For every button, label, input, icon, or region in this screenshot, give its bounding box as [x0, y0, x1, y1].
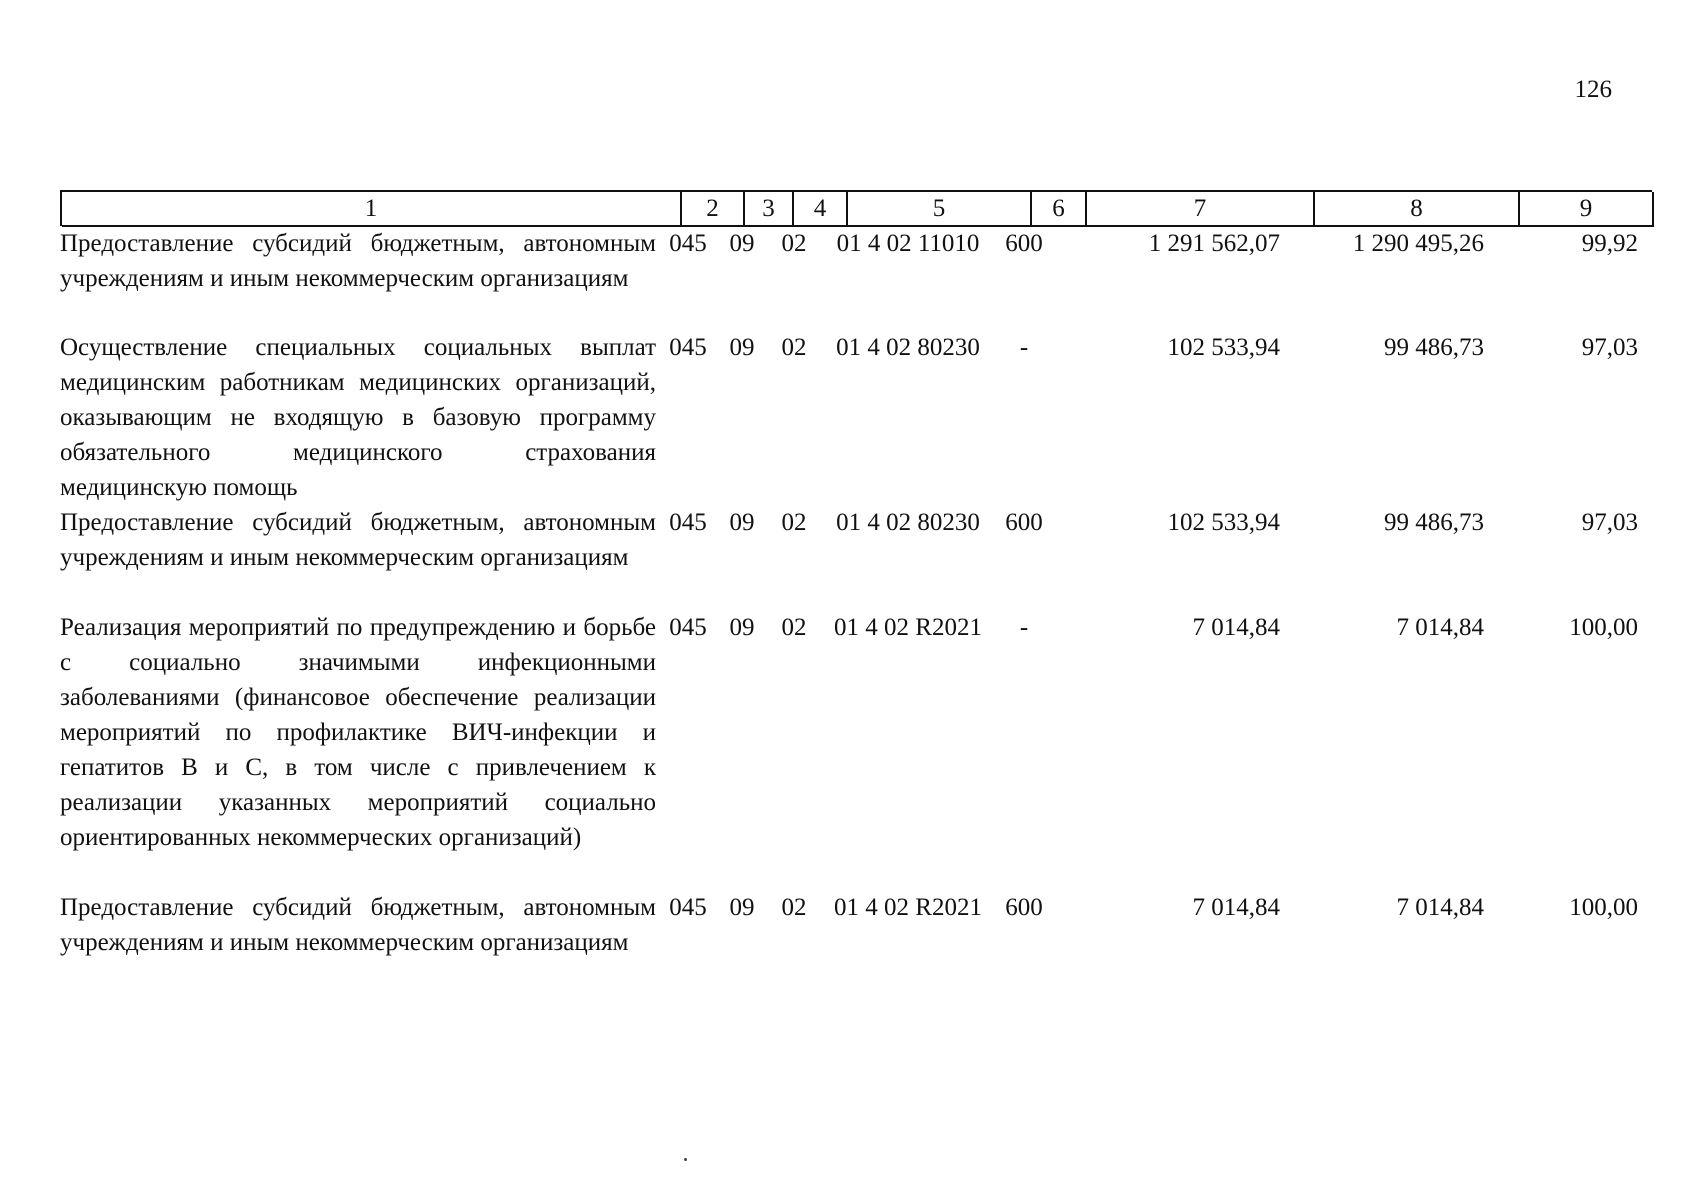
- row-code-subsection: 02: [781, 334, 807, 361]
- header-col-6: 6: [1032, 192, 1087, 227]
- row-actual-amount: 99 486,73: [1384, 334, 1484, 361]
- row-description: Реализация мероприятий по предупреждению и борьбе с социально значимыми инфекционными заболеваниями (финансовое обеспечение реализации мероприятий по профилактике ВИЧ-инфекции и гепатитов В и С, в том числе с привлечением к реализации указанных мероприятий социально ориентированных некоммерческих организаций): [60, 614, 656, 851]
- row-percent: 99,92: [1581, 230, 1638, 257]
- row-code-expense-type: 600: [1005, 230, 1043, 257]
- row-description: Осуществление специальных социальных выплат медицинским работникам медицинских организаций, оказывающим не входящую в базовую программу обязательного медицинского страхования медицинскую помощь: [60, 334, 656, 501]
- header-col-8: 8: [1315, 192, 1520, 227]
- row-actual-amount: 7 014,84: [1396, 894, 1484, 921]
- row-plan-amount: 7 014,84: [1192, 894, 1280, 921]
- row-percent: 100,00: [1569, 894, 1638, 921]
- row-actual-amount: 1 290 495,26: [1352, 230, 1484, 257]
- row-percent: 97,03: [1581, 509, 1638, 536]
- row-code-target: 01 4 02 80230: [836, 334, 980, 361]
- table-body: [60, 226, 1652, 995]
- page-number: 126: [1574, 76, 1612, 103]
- row-code-target: 01 4 02 11010: [836, 230, 980, 257]
- row-code-subsection: 02: [781, 509, 807, 536]
- row-percent: 97,03: [1581, 334, 1638, 361]
- row-code-ministry: 045: [669, 614, 707, 641]
- row-code-ministry: 045: [669, 509, 707, 536]
- header-col-4: 4: [794, 192, 848, 227]
- row-code-subsection: 02: [781, 614, 807, 641]
- row-plan-amount: 1 291 562,07: [1148, 230, 1280, 257]
- row-code-target: 01 4 02 R2021: [834, 614, 982, 641]
- header-col-1: 1: [62, 192, 682, 227]
- row-actual-amount: 99 486,73: [1384, 509, 1484, 536]
- header-col-5: 5: [848, 192, 1032, 227]
- row-code-ministry: 045: [669, 334, 707, 361]
- row-code-section: 09: [729, 334, 755, 361]
- row-plan-amount: 102 533,94: [1167, 509, 1280, 536]
- row-code-expense-type: 600: [1005, 894, 1043, 921]
- row-code-expense-type: -: [1019, 334, 1029, 361]
- row-plan-amount: 102 533,94: [1167, 334, 1280, 361]
- row-actual-amount: 7 014,84: [1396, 614, 1484, 641]
- row-code-subsection: 02: [781, 230, 807, 257]
- header-col-2: 2: [682, 192, 745, 227]
- header-col-9: 9: [1520, 192, 1654, 227]
- table-header: [60, 190, 1652, 226]
- row-description: Предоставление субсидий бюджетным, автономным учреждениям и иным некоммерческим организациям: [60, 894, 656, 956]
- table-row: [60, 505, 1652, 610]
- row-code-subsection: 02: [781, 894, 807, 921]
- table-row: [60, 890, 1652, 995]
- header-col-7: 7: [1087, 192, 1315, 227]
- header-col-3: 3: [745, 192, 794, 227]
- row-code-expense-type: -: [1019, 614, 1029, 641]
- row-code-ministry: 045: [669, 230, 707, 257]
- table-row: [60, 226, 1652, 330]
- row-code-section: 09: [729, 509, 755, 536]
- row-code-section: 09: [729, 230, 755, 257]
- row-description: Предоставление субсидий бюджетным, автономным учреждениям и иным некоммерческим организациям: [60, 230, 656, 292]
- row-code-expense-type: 600: [1005, 509, 1043, 536]
- table-row: [60, 610, 1652, 890]
- scan-speck: [684, 1158, 687, 1161]
- row-percent: 100,00: [1569, 614, 1638, 641]
- row-code-target: 01 4 02 R2021: [834, 894, 982, 921]
- row-plan-amount: 7 014,84: [1192, 614, 1280, 641]
- row-code-ministry: 045: [669, 894, 707, 921]
- row-code-section: 09: [729, 614, 755, 641]
- row-code-target: 01 4 02 80230: [836, 509, 980, 536]
- table-row: [60, 330, 1652, 505]
- row-description: Предоставление субсидий бюджетным, автономным учреждениям и иным некоммерческим организациям: [60, 509, 656, 571]
- row-code-section: 09: [729, 894, 755, 921]
